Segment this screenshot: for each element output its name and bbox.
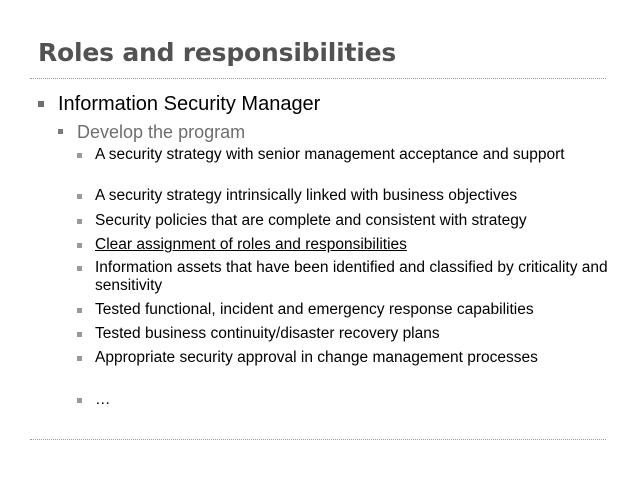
list-item-text: A security strategy intrinsically linked with business objectives	[95, 187, 518, 204]
square-bullet-icon	[77, 153, 82, 158]
square-bullet-icon	[77, 308, 82, 313]
square-bullet-icon	[58, 129, 63, 134]
square-bullet-icon	[77, 243, 82, 248]
top-divider	[30, 78, 606, 79]
bottom-divider	[30, 439, 606, 440]
level2-text: Develop the program	[77, 122, 246, 142]
square-bullet-icon	[77, 219, 82, 224]
list-item-text: Appropriate security approval in change management processes	[95, 349, 538, 366]
square-bullet-icon	[77, 398, 82, 403]
list-item-text: Security policies that are complete and consistent with strategy	[95, 212, 527, 229]
list-item-text: …	[95, 391, 111, 408]
square-bullet-icon	[77, 194, 82, 199]
square-bullet-icon	[77, 266, 82, 271]
level1-text: Information Security Manager	[58, 93, 321, 115]
list-item-link-text: Clear assignment of roles and responsibilities	[95, 236, 407, 253]
square-bullet-icon	[77, 356, 82, 361]
list-item-text: Information assets that have been identified and classified by criticality and sensitivity	[95, 259, 608, 294]
square-bullet-icon	[38, 101, 44, 107]
list-item-text: Tested business continuity/disaster recovery plans	[95, 325, 440, 342]
list-item-text: A security strategy with senior management acceptance and support	[95, 146, 565, 163]
square-bullet-icon	[77, 332, 82, 337]
slide-title: Roles and responsibilities	[38, 38, 397, 67]
list-item-text: Tested functional, incident and emergency response capabilities	[95, 301, 534, 318]
